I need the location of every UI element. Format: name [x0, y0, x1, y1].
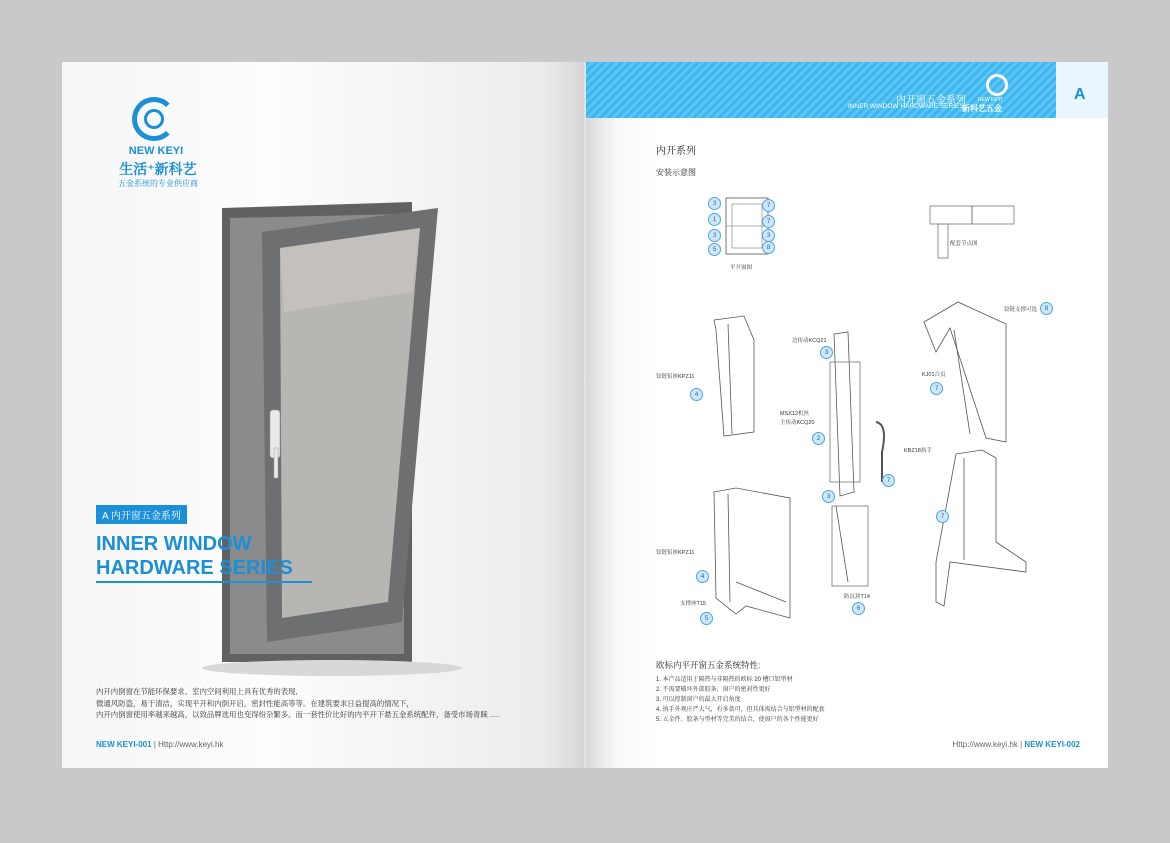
part-badge: 3 [820, 346, 833, 359]
feature-item: 3. 可以控制窗户的最大开启角度 [656, 697, 741, 703]
header-brand-cn: 新科艺五金 [962, 104, 1002, 113]
brand-slogan: 生活⁺新科艺 [119, 161, 197, 177]
header-title-cn: 内开窗五金系列 [896, 95, 966, 106]
part-badge: 7 [762, 199, 775, 212]
part-badge: 5 [700, 612, 713, 625]
description-line: 微通风防盗，易于清洁，实现平开和内倒开启，密封性能高等等。在建筑要求日益提高的情况下， [96, 698, 414, 708]
feature-item: 5. 五金件、胶条与型材等完美的结合，使窗户的各个性能更好 [656, 717, 819, 723]
right-page [586, 62, 1108, 768]
part-badge: 7 [882, 474, 895, 487]
brand-slogan-sub: 五金系统的专业供应商 [118, 179, 198, 188]
window-product-image [62, 62, 584, 768]
part-badge: 1 [708, 213, 721, 226]
caption-main-drive: 主传动KCQ20 [780, 420, 815, 426]
caption-anti-drop: 防沉块T14 [844, 594, 870, 600]
part-badge: 5 [708, 243, 721, 256]
feature-item: 1. 本产品适用于隔热与非隔热的欧标 20 槽口铝型材 [656, 677, 793, 683]
part-badge: 7 [762, 215, 775, 228]
series-title [96, 532, 293, 580]
caption-node-view: 配套节点图 [950, 241, 978, 247]
caption-stay: 铰链支撑可选 [1004, 307, 1038, 313]
section-title: 内开系列 [656, 146, 696, 157]
part-badge: 6 [852, 602, 865, 615]
part-badge: 7 [930, 382, 943, 395]
description-line: 内开内倒窗使用率越来越高，以致品牌选用也变得纷杂繁多。而一套性价比好的内平开下悬五金系统配件，备受市场青睐 ..... [96, 710, 501, 719]
part-badge: 3 [708, 229, 721, 242]
right-footer-code: NEW KEYI-002 [1024, 740, 1080, 749]
caption-plan-view: 平开窗图 [730, 265, 753, 271]
description-line: 内开内倒窗在节能环保要求、室内空间利用上具有优秀的表现, [96, 687, 298, 696]
part-badge: 4 [696, 570, 709, 583]
left-footer-url: Http://www.keyi.hk [158, 740, 224, 749]
part-badge: 2 [812, 432, 825, 445]
series-tag: A 内开窗五金系列 [96, 505, 187, 524]
series-title-line2: HARDWARE SERIES [96, 557, 293, 579]
caption-support: 支撑座T15 [680, 601, 706, 607]
part-badge: 3 [762, 229, 775, 242]
caption-hinge-kpz: 铰链铝座KPZ11 [656, 374, 695, 380]
description-paragraph [96, 686, 516, 721]
right-footer: Http://www.keyi.hk | NEW KEYI-002 [952, 740, 1080, 749]
features-title: 欧标内平开窗五金系统特性: [656, 660, 761, 670]
left-page [62, 62, 584, 768]
caption-msx: MSX12机丝 [780, 411, 810, 417]
part-badge: 3 [822, 490, 835, 503]
feature-item: 2. 不需要破坏外部胶条，窗户的密封性更好 [656, 687, 771, 693]
part-badge: 7 [936, 510, 949, 523]
caption-edge-lock: 边传动KCQ21 [792, 338, 827, 344]
left-footer: NEW KEYI-001 | Http://www.keyi.hk [96, 740, 224, 749]
part-badge: 3 [708, 197, 721, 210]
part-badge: 4 [690, 388, 703, 401]
caption-kj01: KJ01合页 [922, 372, 946, 378]
header-letter: A [1074, 86, 1086, 103]
part-badge: 8 [1040, 302, 1053, 315]
header-brand: NEW KEYI [978, 97, 1003, 103]
right-footer-url: Http://www.keyi.hk [952, 740, 1018, 749]
left-footer-code: NEW KEYI-001 [96, 740, 152, 749]
caption-hinge-kpz2: 铰链铝座KPZ11 [656, 550, 695, 556]
header-title-en: INNER WINDOW HARDWARE SERIES [848, 103, 964, 110]
series-title-line1: INNER WINDOW [96, 533, 252, 555]
caption-handle: KBZ18执手 [904, 448, 932, 454]
part-badge: 8 [762, 241, 775, 254]
section-subtitle: 安装示意图 [656, 168, 696, 177]
brand-name: NEW KEYI [128, 145, 184, 157]
feature-item: 4. 执手外观庄严大气，有多款可，但具体需结合与铝型材的配套 [656, 707, 825, 713]
title-underline [96, 581, 312, 583]
